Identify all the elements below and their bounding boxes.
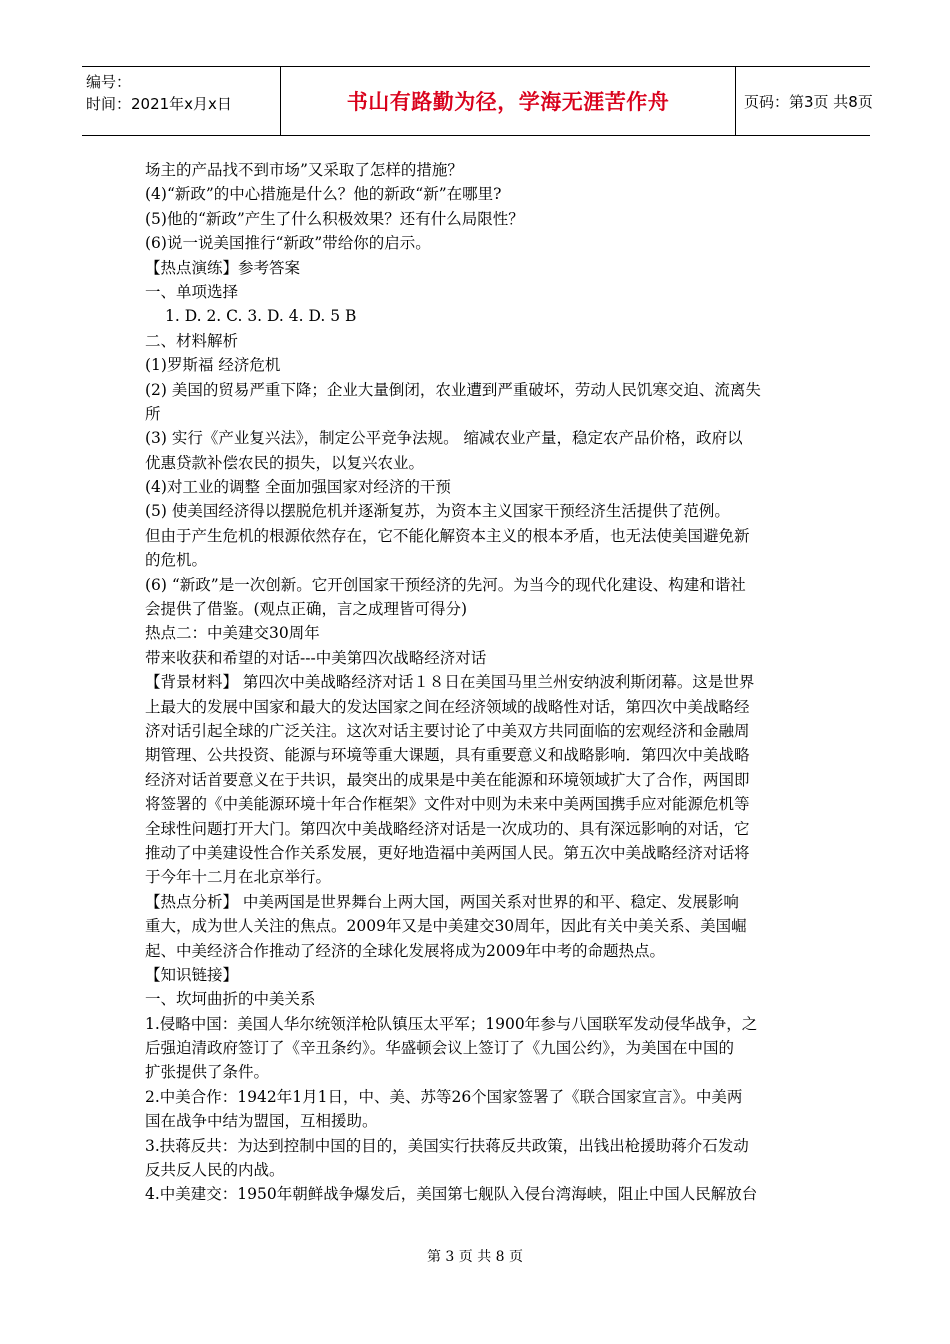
body-line: 1. D. 2. C. 3. D. 4. D. 5 B bbox=[165, 307, 357, 326]
body-line: 扩张提供了条件。 bbox=[145, 1063, 270, 1082]
body-line: (1)罗斯福 经济危机 bbox=[145, 356, 281, 375]
body-line: 热点二：中美建交30周年 bbox=[145, 624, 320, 643]
body-line: 一、单项选择 bbox=[145, 282, 239, 301]
body-line: 反共反人民的内战。 bbox=[145, 1161, 285, 1180]
body-line: 场主的产品找不到市场”又采取了怎样的措施？ bbox=[145, 161, 463, 179]
body-line: 重大，成为世人关注的焦点。2009年又是中美建交30周年，因此有关中美关系、美国崛 bbox=[145, 917, 747, 936]
body-line: 一、坎坷曲折的中美关系 bbox=[145, 990, 316, 1009]
body-line: 的危机。 bbox=[145, 551, 208, 570]
body-line: 上最大的发展中国家和最大的发达国家之间在经济领域的战略性对话，第四次中美战略经 bbox=[145, 697, 750, 716]
body-line: 但由于产生危机的根源依然存在，它不能化解资本主义的根本矛盾，也无法使美国避免新 bbox=[145, 526, 750, 545]
body-line: 后强迫清政府签订了《辛丑条约》。华盛顿会议上签订了《九国公约》，为美国在中国的 bbox=[145, 1039, 735, 1058]
body-line: 将签署的《中美能源环境十年合作框架》文件对中则为未来中美两国携手应对能源危机等 bbox=[145, 795, 750, 814]
body-line: 二、材料解析 bbox=[145, 331, 239, 350]
header-motto: 书山有路勤为径，学海无涯苦作舟 bbox=[346, 90, 670, 114]
body-line: (2) 美国的贸易严重下降；企业大量倒闭，农业遭到严重破坏，劳动人民饥寒交迫、流离失 bbox=[145, 380, 761, 399]
body-line: 推动了中美建设性合作关系发展，更好地造福中美两国人民。第五次中美战略经济对话将 bbox=[145, 843, 750, 862]
body-line: 经济对话首要意义在于共识，最突出的成果是中美在能源和环境领域扩大了合作，两国即 bbox=[145, 770, 750, 789]
document-body bbox=[145, 158, 811, 1207]
body-line: (4)对工业的调整 全面加强国家对经济的干预 bbox=[145, 478, 451, 497]
document-number-label: 编号： bbox=[86, 73, 132, 91]
body-line: (5) 使美国经济得以摆脱危机并逐渐复苏，为资本主义国家干预经济生活提供了范例。 bbox=[145, 502, 730, 521]
body-line: 2.中美合作：1942年1月1日，中、美、苏等26个国家签署了《联合国家宣言》。中美两 bbox=[145, 1087, 743, 1106]
header-meta bbox=[82, 67, 280, 135]
body-line: 带来收获和希望的对话---中美第四次战略经济对话 bbox=[145, 648, 487, 667]
body-line: 起、中美经济合作推动了经济的全球化发展将成为2009年中考的命题热点。 bbox=[145, 941, 665, 960]
header-motto-cell bbox=[280, 67, 736, 135]
body-line: 【知识链接】 bbox=[145, 965, 239, 984]
body-line: 3.扶蒋反共：为达到控制中国的目的，美国实行扶蒋反共政策，出钱出枪援助蒋介石发动 bbox=[145, 1136, 749, 1155]
body-line: 优惠贷款补偿农民的损失，以复兴农业。 bbox=[145, 453, 425, 472]
body-line: (6) “新政”是一次创新。它开创国家干预经济的先河。为当今的现代化建设、构建和谐社 bbox=[145, 575, 746, 594]
document-time-label: 时间：2021年x月x日 bbox=[86, 95, 232, 113]
body-line: (4)“新政”的中心措施是什么？他的新政“新”在哪里? bbox=[145, 185, 502, 204]
page-header bbox=[82, 66, 873, 136]
body-line: 1.侵略中国：美国人华尔统领洋枪队镇压太平军；1900年参与八国联军发动侵华战争，之 bbox=[145, 1014, 758, 1033]
body-line: 所 bbox=[145, 404, 161, 423]
body-line: 【热点分析】 中美两国是世界舞台上两大国，两国关系对世界的和平、稳定、发展影响 bbox=[145, 892, 739, 911]
page-footer: 第 3 页 共 8 页 bbox=[426, 1249, 524, 1265]
body-line: 于今年十二月在北京举行。 bbox=[145, 868, 332, 887]
body-line: 4.中美建交：1950年朝鲜战争爆发后，美国第七舰队入侵台湾海峡，阻止中国人民解放台 bbox=[145, 1185, 758, 1204]
body-line: (6)说一说美国推行“新政”带给你的启示。 bbox=[145, 234, 431, 253]
body-line: (3) 实行《产业复兴法》，制定公平竞争法规。 缩减农业产量，稳定农产品价格，政府以 bbox=[145, 429, 743, 448]
body-line: 期管理、公共投资、能源与环境等重大课题，具有重要意义和战略影响．第四次中美战略 bbox=[145, 746, 750, 765]
body-line: 会提供了借鉴。(观点正确，言之成理皆可得分) bbox=[145, 600, 468, 619]
body-line: 济对话引起全球的广泛关注。这次对话主要讨论了中美双方共同面临的宏观经济和金融周 bbox=[145, 721, 750, 740]
body-line: (5)他的“新政”产生了什么积极效果？还有什么局限性？ bbox=[145, 209, 524, 228]
body-line: 全球性问题打开大门。第四次中美战略经济对话是一次成功的、具有深远影响的对话，它 bbox=[145, 819, 750, 838]
body-line: 【背景材料】 第四次中美战略经济对话１８日在美国马里兰州安纳波利斯闭幕。这是世界 bbox=[145, 673, 755, 692]
body-line: 国在战争中结为盟国，互相援助。 bbox=[145, 1112, 378, 1131]
body-line: 【热点演练】参考答案 bbox=[145, 258, 301, 277]
header-page-info: 页码：第3页 共8页 bbox=[744, 92, 873, 111]
